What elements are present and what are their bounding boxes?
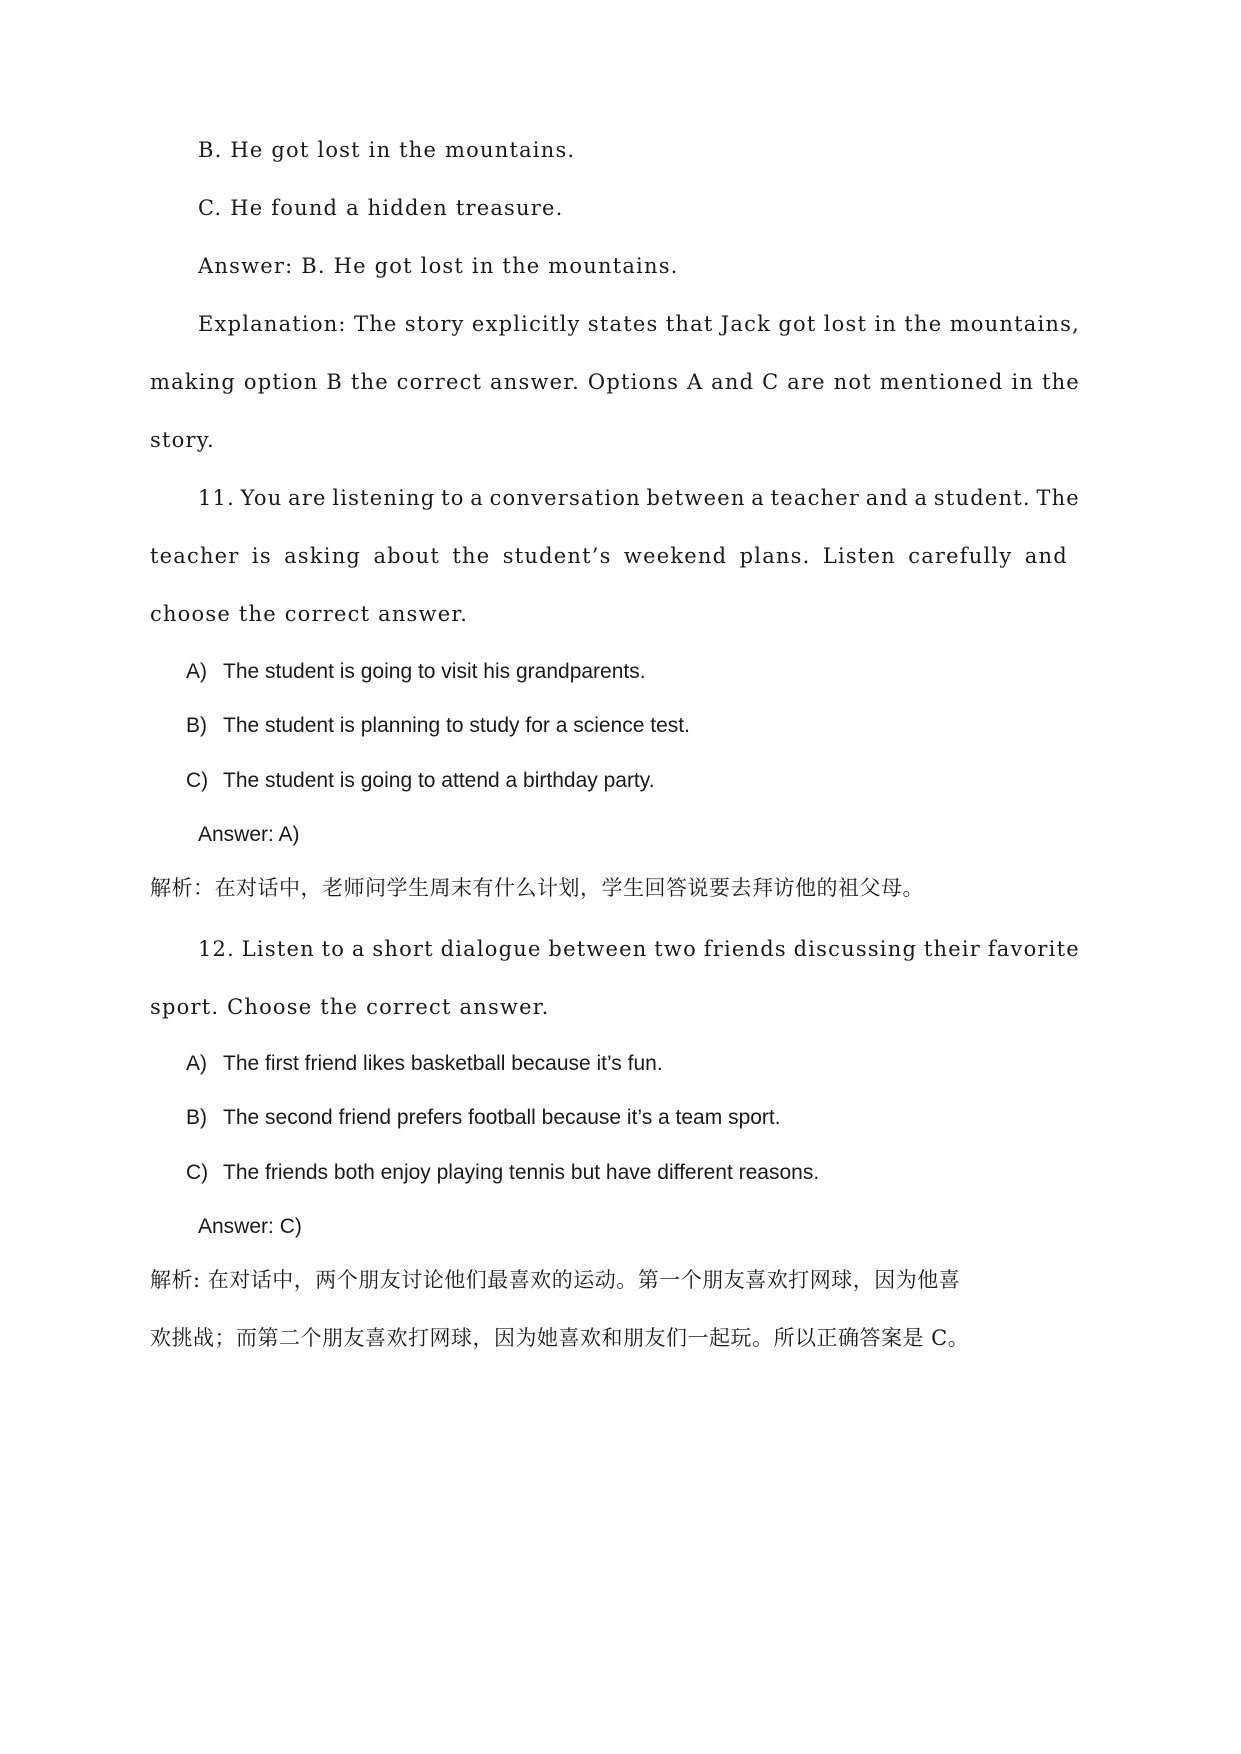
q11-option-a-text: The student is going to visit his grandparents. — [223, 660, 646, 683]
word: are — [288, 486, 327, 510]
word: the — [1041, 370, 1080, 394]
word: got — [778, 312, 817, 336]
word: a — [751, 486, 765, 510]
word: B — [326, 370, 343, 394]
q10-answer: Answer: B. He got lost in the mountains. — [198, 254, 679, 278]
word: carefully — [908, 544, 1013, 568]
word: explicitly — [471, 312, 581, 336]
q11-question-line2 — [150, 546, 1068, 567]
q12-answer: Answer: C) — [198, 1215, 302, 1238]
q12-option-a-letter: A) — [186, 1052, 207, 1075]
q10-option-c: C. He found a hidden treasure. — [198, 196, 564, 220]
word: asking — [284, 544, 362, 568]
word: their — [923, 937, 982, 961]
word: Options — [587, 370, 680, 394]
word: listening — [332, 486, 436, 510]
word: Explanation: — [198, 312, 347, 336]
word: the — [350, 370, 389, 394]
word: a — [351, 937, 366, 961]
word: 12. — [198, 937, 235, 961]
word: between — [548, 937, 648, 961]
word: to — [441, 486, 465, 510]
word: 11. — [198, 486, 235, 510]
word: conversation — [489, 486, 641, 510]
q10-option-b: B. He got lost in the mountains. — [198, 138, 576, 162]
word: plans. — [739, 544, 811, 568]
word: answer. — [490, 370, 581, 394]
word: discussing — [793, 937, 918, 961]
word: a — [914, 486, 929, 510]
word: lost — [823, 312, 868, 336]
q11-question-line1 — [198, 488, 1080, 509]
word: The — [1036, 486, 1080, 510]
word: Listen — [822, 544, 896, 568]
word: You — [240, 486, 283, 510]
q11-option-a-letter: A) — [186, 660, 207, 683]
word: mountains, — [949, 312, 1080, 336]
word: option — [243, 370, 319, 394]
word: student’s — [502, 544, 612, 568]
word: between — [646, 486, 746, 510]
q12-analysis-line2: 欢挑战；而第二个朋友喜欢打网球，因为她喜欢和朋友们一起玩。所以正确答案是 C。 — [150, 1326, 970, 1350]
q12-option-c-letter: C) — [186, 1161, 209, 1184]
word: short — [372, 937, 434, 961]
word: the — [904, 312, 943, 336]
word: correct — [396, 370, 483, 394]
word: C — [762, 370, 780, 394]
word: mentioned — [879, 370, 1004, 394]
word: not — [833, 370, 872, 394]
word: about — [373, 544, 441, 568]
word: are — [787, 370, 826, 394]
q10-explanation-line1 — [198, 314, 1080, 335]
q10-explanation-line2 — [150, 372, 1080, 393]
word: in — [1011, 370, 1035, 394]
word: Jack — [720, 312, 772, 336]
q11-analysis: 解析：在对话中，老师问学生周末有什么计划，学生回答说要去拜访他的祖父母。 — [150, 876, 924, 900]
word: weekend — [623, 544, 728, 568]
q11-option-c-text: The student is going to attend a birthday party. — [223, 769, 655, 792]
word: and — [865, 486, 909, 510]
q12-question-line1 — [198, 939, 1080, 960]
q12-option-a-text: The first friend likes basketball because it’s fun. — [223, 1052, 663, 1075]
q10-explanation-line3: story. — [150, 428, 215, 452]
word: The — [354, 312, 398, 336]
word: that — [665, 312, 714, 336]
q12-option-c-text: The friends both enjoy playing tennis but have different reasons. — [223, 1161, 820, 1184]
word: in — [874, 312, 898, 336]
word: dialogue — [440, 937, 542, 961]
q11-option-b-letter: B) — [186, 714, 207, 737]
word: favorite — [987, 937, 1080, 961]
word: student. — [933, 486, 1031, 510]
word: states — [587, 312, 659, 336]
word: teacher — [770, 486, 861, 510]
word: and — [1024, 544, 1068, 568]
q11-question-line3: choose the correct answer. — [150, 602, 469, 626]
word: to — [321, 937, 346, 961]
word: a — [470, 486, 484, 510]
q12-option-b-letter: B) — [186, 1106, 207, 1129]
word: and — [711, 370, 755, 394]
word: teacher — [150, 544, 240, 568]
word: two — [654, 937, 697, 961]
word: story — [404, 312, 465, 336]
word: is — [251, 544, 272, 568]
q12-option-b-text: The second friend prefers football because it’s a team sport. — [223, 1106, 781, 1129]
word: Listen — [241, 937, 315, 961]
word: A — [686, 370, 704, 394]
word: friends — [703, 937, 787, 961]
word: making — [150, 370, 237, 394]
q11-answer: Answer: A) — [198, 823, 300, 846]
word: the — [452, 544, 491, 568]
q11-option-b-text: The student is planning to study for a science test. — [223, 714, 690, 737]
q12-question-line2: sport. Choose the correct answer. — [150, 995, 550, 1019]
q11-option-c-letter: C) — [186, 769, 209, 792]
q12-analysis-line1: 解析: 在对话中，两个朋友讨论他们最喜欢的运动。第一个朋友喜欢打网球，因为他喜 — [150, 1268, 961, 1292]
